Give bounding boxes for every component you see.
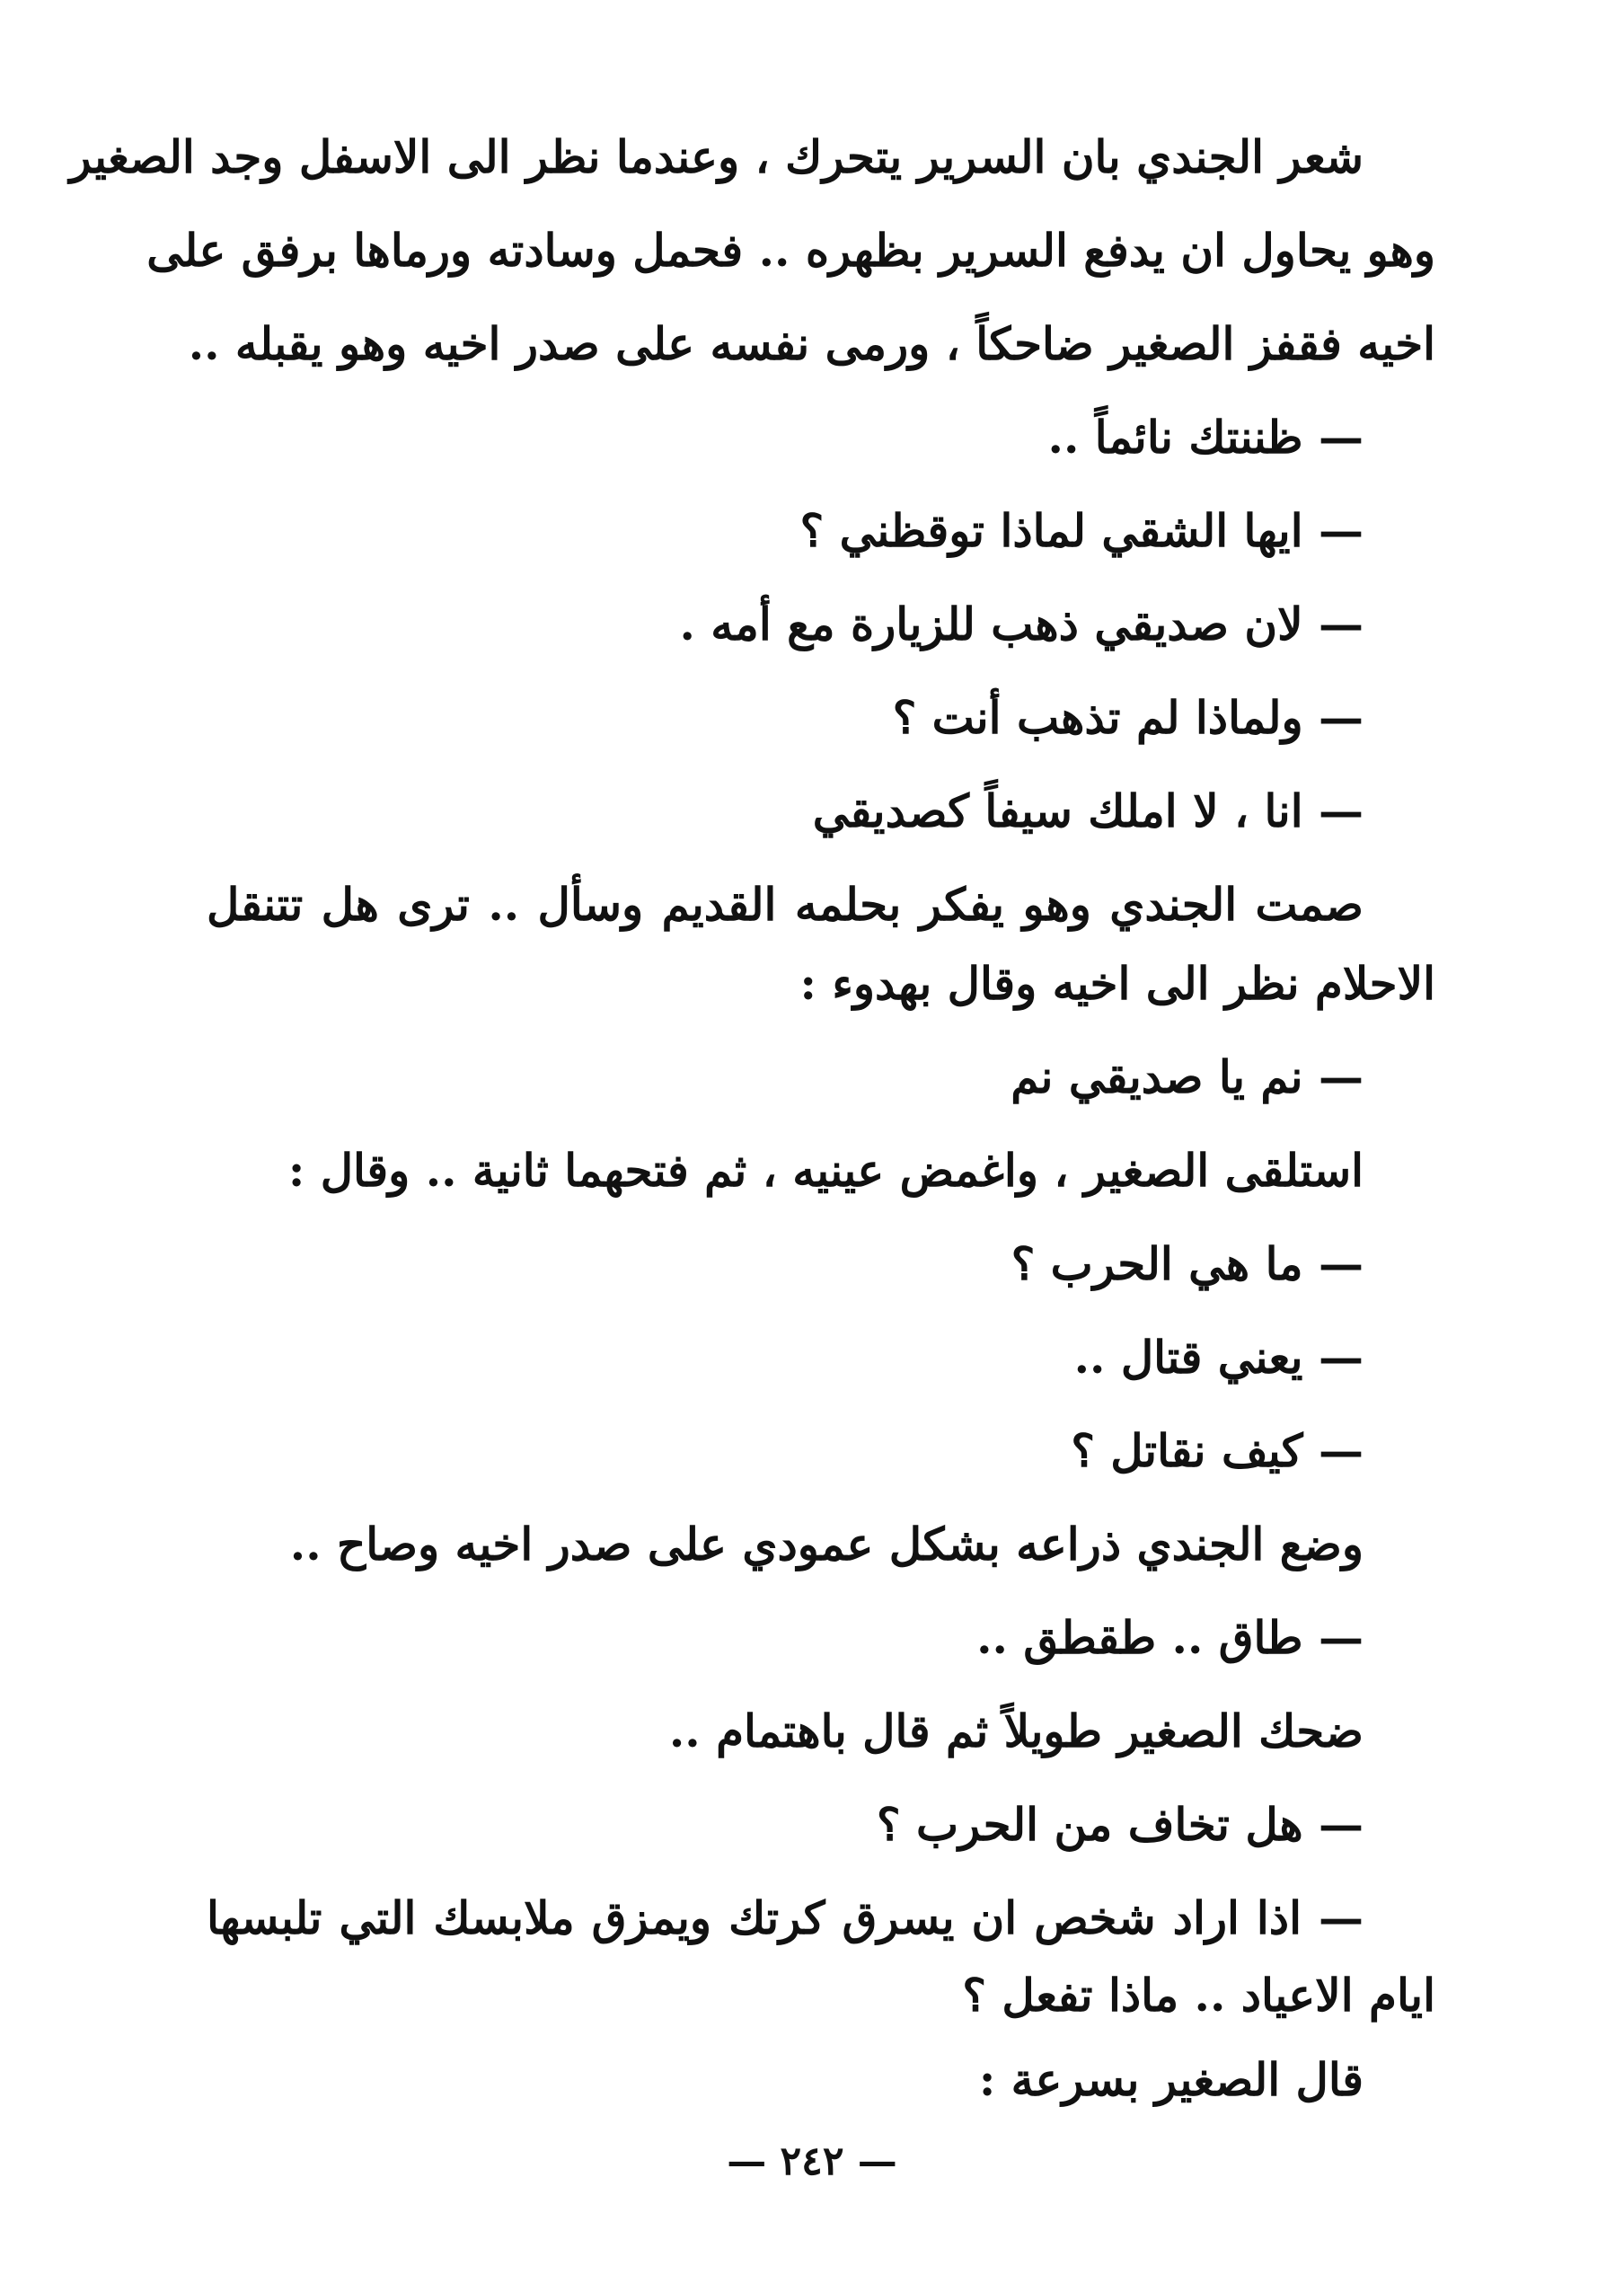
text-line-9: ايام الاعياد .. ماذا تفعل ؟ <box>962 1969 1435 2022</box>
dialogue-line-7: — ما هي الحرب ؟ <box>1011 1237 1364 1290</box>
dialogue-line-10: — طاق .. طقطق .. <box>976 1611 1364 1664</box>
dialogue-line-5: — انا ، لا املك سيفاً كصديقي <box>812 784 1364 837</box>
text-line-1: شعر الجندي بان السرير يتحرك ، وعندما نظر الى الاسفل وجد الصغير <box>69 130 1364 183</box>
text-line-7: وضع الجندي ذراعه بشكل عمودي على صدر اخيه وصاح .. <box>289 1518 1364 1571</box>
text-line-10: قال الصغير بسرعة : <box>978 2053 1364 2106</box>
dialogue-line-3: — لان صديقي ذهب للزيارة مع أمه . <box>679 598 1364 651</box>
dialogue-line-9: — كيف نقاتل ؟ <box>1071 1424 1364 1477</box>
dialogue-line-8: — يعني قتال .. <box>1073 1331 1364 1384</box>
text-line-3: اخيه فقفز الصغير ضاحكاً ، ورمى نفسه على صدر اخيه وهو يقبله .. <box>188 317 1435 370</box>
page-number: — ٢٤٢ — <box>727 2138 897 2184</box>
text-line-8: ضحك الصغير طويلاً ثم قال باهتمام .. <box>668 1704 1364 1757</box>
dialogue-line-1: — ظننتك نائماً .. <box>1047 411 1364 464</box>
text-line-2: وهو يحاول ان يدفع السرير بظهره .. فحمل وسادته ورماها برفق على <box>146 224 1435 277</box>
dialogue-line-2: — ايها الشقي لماذا توقظني ؟ <box>799 504 1364 557</box>
dialogue-line-4: — ولماذا لم تذهب أنت ؟ <box>892 691 1364 744</box>
dialogue-line-6: — نم يا صديقي نم <box>1011 1050 1364 1103</box>
dialogue-line-11: — هل تخاف من الحرب ؟ <box>877 1798 1364 1851</box>
text-line-6: استلقى الصغير ، واغمض عينيه ، ثم فتحهما ثانية .. وقال : <box>287 1144 1364 1197</box>
text-line-5: الاحلام نظر الى اخيه وقال بهدوء : <box>799 957 1435 1010</box>
text-line-4: صمت الجندي وهو يفكر بحلمه القديم وسأل .. ترى هل تتنقل <box>207 878 1364 931</box>
dialogue-line-12: — اذا اراد شخص ان يسرق كرتك ويمزق ملابسك التي تلبسها <box>207 1891 1364 1944</box>
